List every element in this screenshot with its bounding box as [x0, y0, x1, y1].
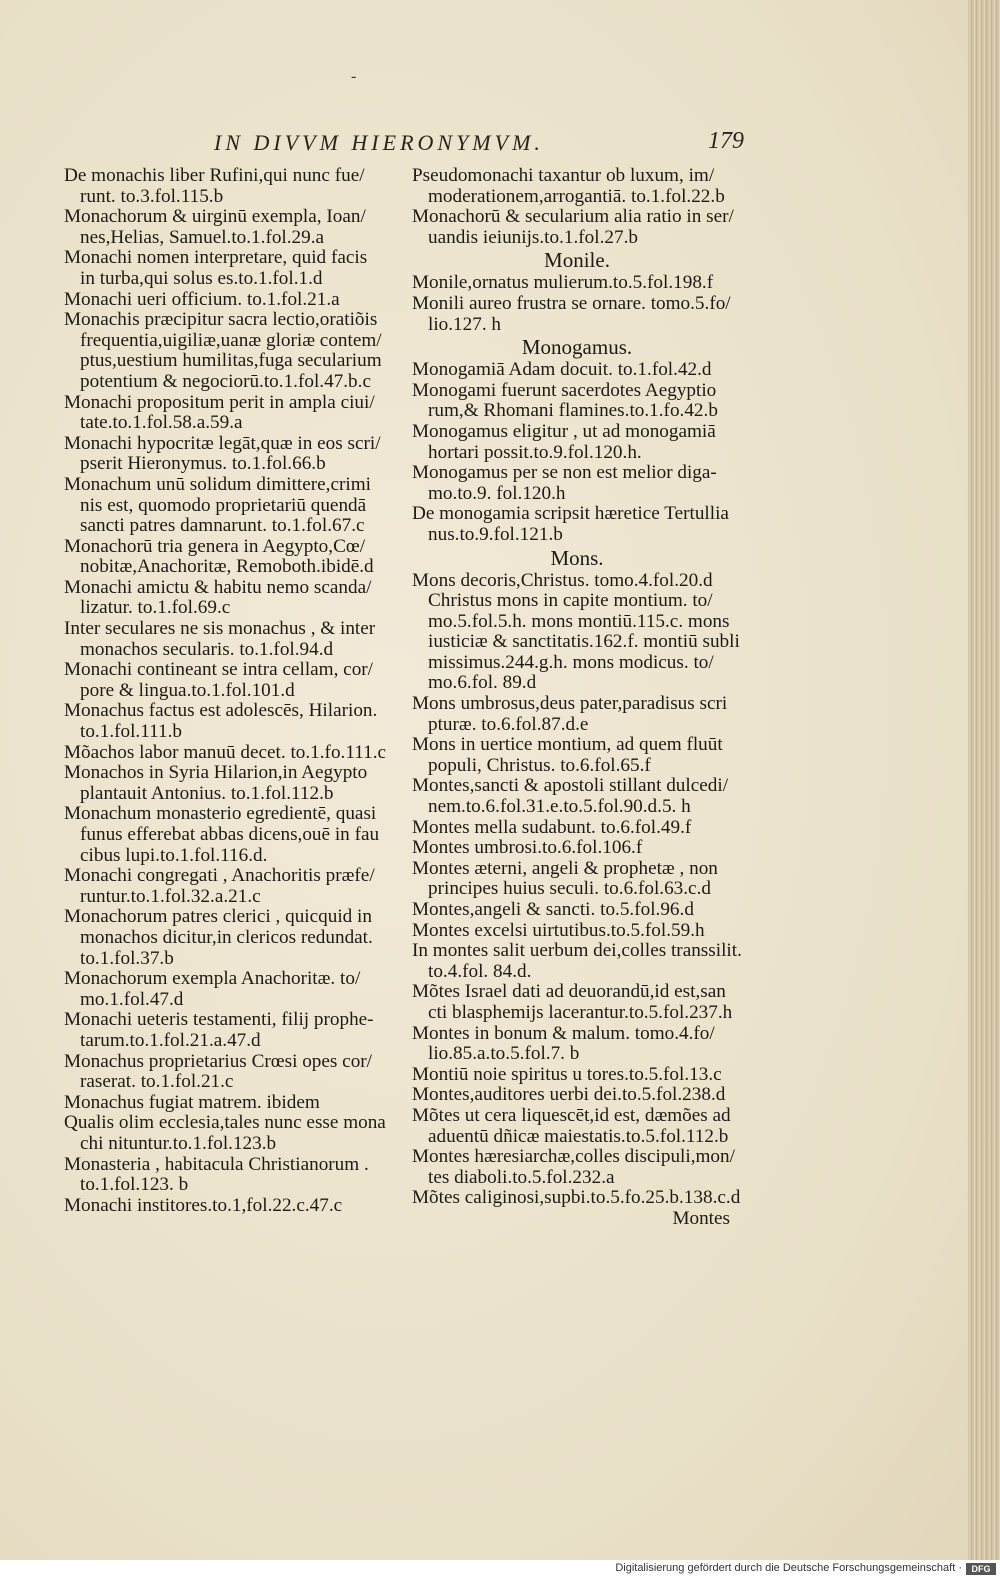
entry-continuation-line: to.4.fol. 84.d. [428, 960, 532, 982]
index-entry [64, 701, 396, 742]
entry-continuation-line: Christus mons in capite montium. to/ [428, 590, 713, 612]
entry-line: Qualis olim ecclesia,tales nunc esse mona [64, 1112, 386, 1134]
entry-continuation-line: nus.to.9.fol.121.b [428, 523, 563, 545]
catchword: Montes [672, 1207, 730, 1229]
left-column [64, 166, 396, 1216]
entry-continuation-line: monachos secularis. to.1.fol.94.d [80, 638, 334, 660]
entry-continuation-line: chi nituntur.to.1.fol.123.b [80, 1132, 277, 1154]
entry-continuation-line: tate.to.1.fol.58.a.59.a [80, 412, 243, 434]
section-heading: Monile. [544, 248, 610, 273]
entry-line: Montes hæresiarchæ,colles discipuli,mon/ [412, 1146, 735, 1168]
entry-continuation-line: mo.1.fol.47.d [80, 988, 184, 1010]
entry-line: Mons in uertice montium, ad quem fluūt [412, 734, 723, 756]
index-entry [412, 818, 742, 839]
entry-line: Mõachos labor manuū decet. to.1.fo.111.c [64, 741, 387, 763]
entry-line: In montes salit uerbum dei,colles transsilit. [412, 940, 742, 962]
entry-continuation-line: tes diaboli.to.5.fol.232.a [428, 1166, 615, 1188]
index-entry [64, 907, 396, 969]
entry-continuation-line: raserat. to.1.fol.21.c [80, 1071, 234, 1093]
entry-line: Montes,sancti & apostoli stillant dulcedi/ [412, 775, 729, 797]
entry-line: Inter seculares ne sis monachus , & inter [64, 618, 376, 640]
index-entry [64, 1052, 396, 1093]
right-column [412, 166, 742, 1230]
entry-line: Monili aureo frustra se ornare. tomo.5.fo/ [412, 292, 731, 314]
entry-line: Montes excelsi uirtutibus.to.5.fol.59.h [412, 919, 705, 941]
index-entry [64, 537, 396, 578]
index-entry [64, 434, 396, 475]
index-entry [412, 422, 742, 463]
entry-continuation-line: tarum.to.1.fol.21.a.47.d [80, 1029, 261, 1051]
index-entry [64, 1113, 396, 1154]
entry-line: Mõtes Israel dati ad deuorandū,id est,san [412, 981, 726, 1003]
index-entry [412, 859, 742, 900]
entry-line: Pseudomonachi taxantur ob luxum, im/ [412, 165, 715, 186]
entry-continuation-line: runtur.to.1.fol.32.a.21.c [80, 885, 261, 907]
index-entry [412, 1024, 742, 1065]
entry-continuation-line: cibus lupi.to.1.fol.116.d. [80, 844, 268, 866]
index-entry [412, 776, 742, 817]
index-entry [412, 1147, 742, 1188]
entry-continuation-line: nes,Helias, Samuel.to.1.fol.29.a [80, 226, 325, 248]
entry-line: Monachi hypocritæ legāt,quæ in eos scri/ [64, 432, 381, 454]
index-entry [64, 310, 396, 392]
index-entry [412, 1065, 742, 1086]
entry-line: Mõtes caliginosi,supbi.to.5.fo.25.b.138.c.d [412, 1187, 741, 1209]
entry-line: Montes,auditores uerbi dei.to.5.fol.238.d [412, 1084, 726, 1106]
entry-continuation-line: in turba,qui solus es.to.1.fol.1.d [80, 267, 323, 289]
entry-continuation-line: nis est, quomodo proprietariū quendā [80, 494, 367, 516]
entry-line: Monachum unū solidum dimittere,crimi [64, 473, 371, 495]
index-entry [412, 504, 742, 545]
entry-continuation-line: lio.85.a.to.5.fol.7. b [428, 1043, 580, 1065]
entry-line: Monogami fuerunt sacerdotes Aegyptio [412, 379, 717, 401]
page-header [214, 130, 744, 164]
entry-continuation-line: lizatur. to.1.fol.69.c [80, 597, 231, 619]
index-entry [64, 578, 396, 619]
entry-line: Monachi ueteris testamenti, filij prophe- [64, 1009, 374, 1031]
index-entry [64, 207, 396, 248]
index-entry [412, 1188, 742, 1209]
entry-continuation-line: uandis ieiunijs.to.1.fol.27.b [428, 226, 638, 248]
entry-continuation-line: ptus,uestium humilitas,fuga secularium [80, 350, 382, 372]
index-entry [64, 619, 396, 660]
index-entry [64, 1155, 396, 1196]
entry-line: Monachos in Syria Hilarion,in Aegypto [64, 762, 368, 784]
index-entry [412, 360, 742, 381]
page-number: 179 [708, 128, 744, 154]
dfg-logo: DFG [966, 1563, 996, 1575]
entry-continuation-line: pore & lingua.to.1.fol.101.d [80, 679, 295, 701]
funding-credit: Digitalisierung gefördert durch die Deutsche Forschungsgemeinschaft · [615, 1562, 962, 1574]
index-entry [64, 1196, 396, 1217]
entry-continuation-line: hortari possit.to.9.fol.120.h. [428, 441, 642, 463]
index-entry [412, 381, 742, 422]
entry-continuation-line: lio.127. h [428, 313, 502, 335]
index-entry [412, 207, 742, 248]
entry-line: Monachorum patres clerici , quicquid in [64, 906, 372, 928]
entry-continuation-line: iusticiæ & sanctitatis.162.f. montiū subli [428, 631, 740, 653]
index-entry [64, 248, 396, 289]
index-entry [64, 743, 396, 764]
entry-continuation-line: funus efferebat abbas dicens,ouē in fau [80, 824, 380, 845]
entry-continuation-line: to.1.fol.111.b [80, 721, 182, 743]
entry-line: Mons decoris,Christus. tomo.4.fol.20.d [412, 569, 713, 591]
index-entry [412, 1085, 742, 1106]
entry-continuation-line: frequentia,uigiliæ,uanæ gloriæ contem/ [80, 329, 382, 351]
entry-continuation-line: to.1.fol.37.b [80, 947, 174, 969]
index-entry [412, 694, 742, 735]
entry-continuation-line: to.1.fol.123. b [80, 1174, 189, 1196]
entry-line: Mõtes ut cera liquescēt,id est, dæmões ad [412, 1104, 731, 1126]
index-entry [64, 393, 396, 434]
section-heading: Monogamus. [521, 335, 633, 360]
entry-line: Monogamus per se non est melior diga- [412, 462, 717, 484]
index-entry [64, 1093, 396, 1114]
index-entry [64, 969, 396, 1010]
entry-line: Monachi amictu & habitu nemo scanda/ [64, 576, 372, 598]
index-entry [412, 941, 742, 982]
index-entry [412, 571, 742, 695]
entry-line: Montiū noie spiritus u tores.to.5.fol.13.c [412, 1063, 722, 1085]
entry-continuation-line: missimus.244.g.h. mons modicus. to/ [428, 651, 714, 673]
index-entry [64, 866, 396, 907]
section-heading: Mons. [550, 545, 604, 570]
entry-continuation-line: runt. to.3.fol.115.b [80, 185, 224, 207]
entry-continuation-line: potentium & negociorū.to.1.fol.47.b.c [80, 370, 371, 392]
entry-continuation-line: pturæ. to.6.fol.87.d.e [428, 713, 589, 735]
entry-line: Monachum monasterio egredientē, quasi [64, 803, 377, 825]
entry-line: Monachus factus est adolescēs, Hilarion. [64, 700, 378, 722]
index-entry [64, 804, 396, 866]
page-fore-edge [968, 0, 1000, 1560]
entry-continuation-line: nobitæ,Anachoritæ, Remoboth.ibidē.d [80, 556, 374, 578]
index-entry [64, 660, 396, 701]
entry-continuation-line: populi, Christus. to.6.fol.65.f [428, 754, 651, 776]
index-entry [64, 475, 396, 537]
entry-line: Mons umbrosus,deus pater,paradisus scri [412, 693, 728, 715]
entry-continuation-line: principes huius seculi. to.6.fol.63.c.d [428, 878, 711, 900]
entry-line: Monachi propositum perit in ampla ciui/ [64, 391, 375, 413]
entry-line: Monile,ornatus mulierum.to.5.fol.198.f [412, 272, 714, 294]
entry-continuation-line: nem.to.6.fol.31.e.to.5.fol.90.d.5. h [428, 796, 691, 818]
entry-line: Montes mella sudabunt. to.6.fol.49.f [412, 816, 692, 838]
entry-line: De monogamia scripsit hæretice Tertullia [412, 503, 729, 525]
entry-continuation-line: sancti patres damnarunt. to.1.fol.67.c [80, 515, 365, 537]
entry-continuation-line: mo.5.fol.5.h. mons montiū.115.c. mons [428, 610, 730, 632]
entry-line: Monasteria , habitacula Christianorum . [64, 1153, 369, 1175]
entry-line: Montes,angeli & sancti. to.5.fol.96.d [412, 899, 694, 920]
entry-line: Monachus proprietarius Crœsi opes cor/ [64, 1050, 373, 1072]
index-entry [412, 294, 742, 335]
entry-line: Monachorum & uirginū exempla, Ioan/ [64, 206, 366, 228]
entry-line: Montes in bonum & malum. tomo.4.fo/ [412, 1022, 715, 1044]
entry-line: Montes æterni, angeli & prophetæ , non [412, 857, 718, 879]
entry-line: Monachus fugiat matrem. ibidem [64, 1091, 320, 1113]
ink-mark: - [351, 68, 357, 85]
index-entry [412, 273, 742, 294]
entry-line: Monachorum exempla Anachoritæ. to/ [64, 968, 361, 990]
index-entry [412, 735, 742, 776]
entry-continuation-line: aduentū dñicæ maiestatis.to.5.fol.112.b [428, 1125, 729, 1147]
index-entry [412, 921, 742, 942]
entry-line: Monachorū tria genera in Aegypto,Cœ/ [64, 535, 366, 557]
index-entry [412, 900, 742, 921]
entry-continuation-line: mo.to.9. fol.120.h [428, 482, 566, 504]
running-head: IN DIVVM HIERONYMVM. [214, 130, 544, 155]
entry-continuation-line: monachos dicitur,in clericos redundat. [80, 926, 373, 948]
entry-continuation-line: plantauit Antonius. to.1.fol.112.b [80, 782, 334, 804]
entry-line: De monachis liber Rufini,qui nunc fue/ [64, 165, 365, 186]
entry-line: Monogamus eligitur , ut ad monogamiā [412, 420, 716, 442]
entry-continuation-line: pserit Hieronymus. to.1.fol.66.b [80, 453, 326, 475]
index-entry [412, 982, 742, 1023]
index-entry [412, 166, 742, 207]
index-entry [412, 1106, 742, 1147]
entry-continuation-line: cti blasphemijs lacerantur.to.5.fol.237.h [428, 1001, 733, 1023]
entry-line: Monachorū & secularium alia ratio in ser/ [412, 206, 734, 228]
entry-line: Monachis præcipitur sacra lectio,oratiõis [64, 309, 378, 331]
index-entry [412, 463, 742, 504]
entry-line: Monachi contineant se intra cellam, cor/ [64, 659, 374, 681]
entry-continuation-line: moderationem,arrogantiā. to.1.fol.22.b [428, 185, 725, 207]
index-entry [64, 166, 396, 207]
entry-line: Monachi ueri officium. to.1.fol.21.a [64, 288, 340, 310]
index-entry [412, 838, 742, 859]
entry-continuation-line: rum,& Rhomani flamines.to.1.fo.42.b [428, 400, 718, 422]
digitization-footer [0, 1560, 1000, 1577]
entry-line: Monogamiā Adam docuit. to.1.fol.42.d [412, 359, 712, 381]
index-entry [64, 290, 396, 311]
index-entry [64, 1010, 396, 1051]
index-entry [64, 763, 396, 804]
entry-line: Montes umbrosi.to.6.fol.106.f [412, 837, 643, 859]
entry-continuation-line: mo.6.fol. 89.d [428, 672, 537, 694]
entry-line: Monachi nomen interpretare, quid facis [64, 247, 368, 269]
entry-line: Monachi congregati , Anachoritis præfe/ [64, 865, 375, 887]
entry-line: Monachi institores.to.1,fol.22.c.47.c [64, 1194, 343, 1216]
